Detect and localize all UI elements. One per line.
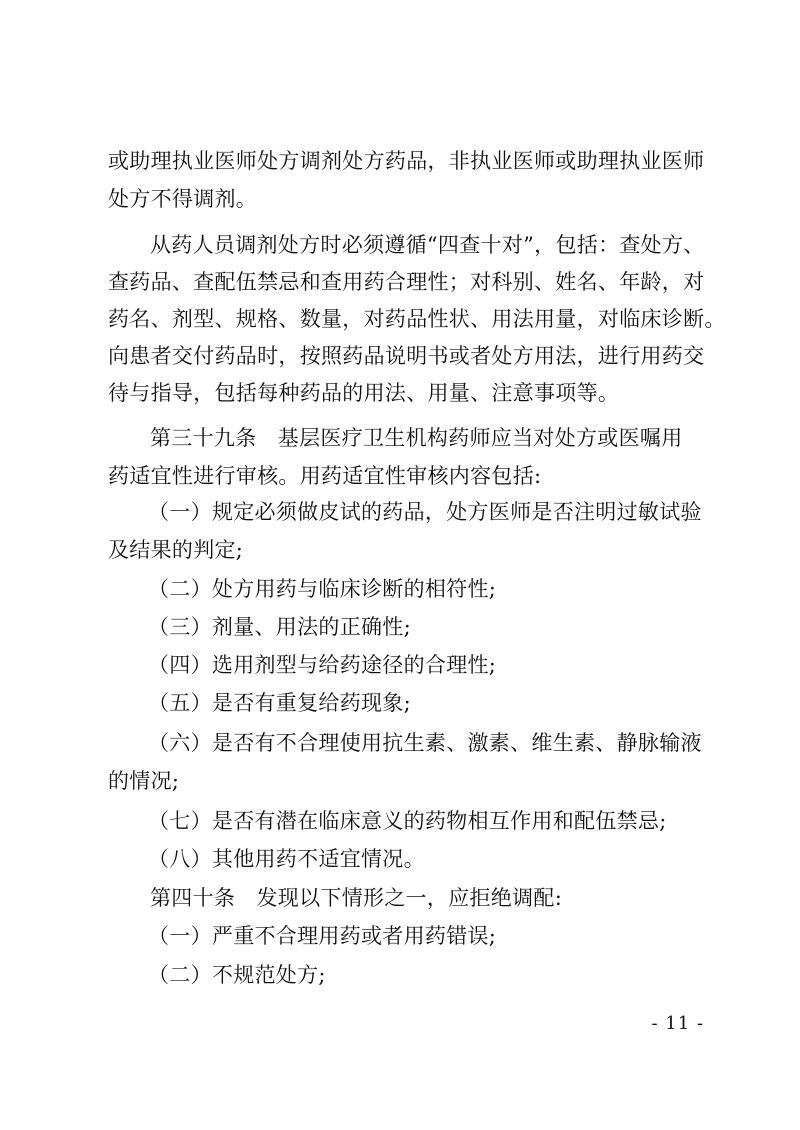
- text-line-5: 药名、剂型、规格、数量，对药品性状、用法用量，对临床诊断。: [108, 307, 726, 331]
- text-line-18: （七）是否有潜在临床意义的药物相互作用和配伍禁忌;: [148, 809, 667, 833]
- text-line-7: 待与指导，包括每种药品的用法、用量、注意事项等。: [108, 381, 620, 405]
- text-line-4: 查药品、查配伍禁忌和查用药合理性；对科别、姓名、年龄，对: [108, 270, 705, 294]
- text-line-6: 向患者交付药品时，按照药品说明书或者处方用法，进行用药交: [108, 344, 705, 368]
- text-line-13: （三）剂量、用法的正确性;: [148, 615, 411, 639]
- text-line-19: （八）其他用药不适宜情况。: [148, 847, 425, 871]
- text-line-2: 处方不得调剂。: [108, 187, 258, 211]
- page-number: - 11 -: [651, 1013, 704, 1034]
- text-line-15: （五）是否有重复给药现象;: [148, 691, 411, 715]
- text-line-9: 药适宜性进行审核。用药适宜性审核内容包括:: [108, 464, 542, 488]
- text-line-8: 第三十九条 基层医疗卫生机构药师应当对处方或医嘱用: [150, 426, 683, 450]
- text-line-3: 从药人员调剂处方时必须遵循“四查十对”，包括：查处方、: [150, 233, 705, 257]
- text-line-14: （四）选用剂型与给药途径的合理性;: [148, 653, 497, 677]
- text-line-12: （二）处方用药与临床诊断的相符性;: [148, 577, 497, 601]
- text-line-21: （一）严重不合理用药或者用药错误;: [148, 924, 497, 948]
- text-line-16: （六）是否有不合理使用抗生素、激素、维生素、静脉输液: [148, 731, 702, 755]
- text-line-11: 及结果的判定;: [108, 538, 244, 562]
- text-line-20: 第四十条 发现以下情形之一，应拒绝调配:: [150, 886, 563, 910]
- text-line-1: 或助理执业医师处方调剂处方药品，非执业医师或助理执业医师: [108, 149, 705, 173]
- text-line-10: （一）规定必须做皮试的药品，处方医师是否注明过敏试验: [148, 500, 702, 524]
- text-line-22: （二）不规范处方;: [148, 963, 326, 987]
- text-line-17: 的情况;: [108, 769, 180, 793]
